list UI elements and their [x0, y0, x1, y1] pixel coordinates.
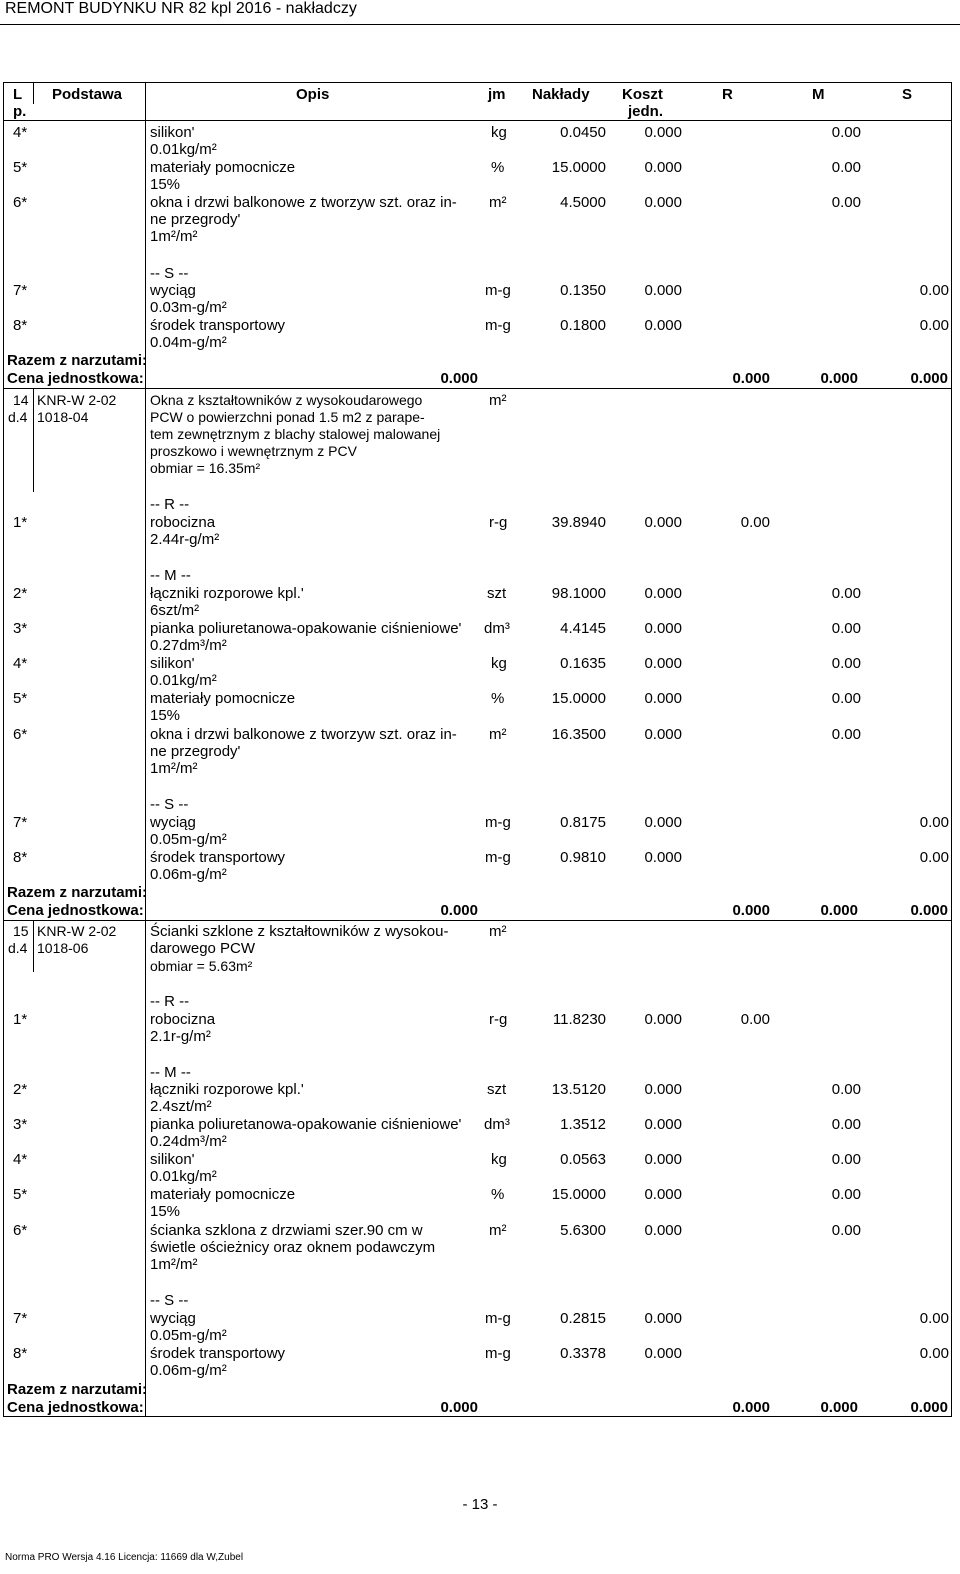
cell-text: r-g [489, 514, 508, 531]
cell-text: obmiar = 16.35m² [150, 460, 261, 476]
cell-text: 0.05m-g/m² [150, 1327, 227, 1344]
cell-text: 3* [13, 620, 28, 637]
cell-text: 0.000 [910, 370, 948, 387]
cell-text: 0.000 [644, 1345, 682, 1362]
cell-text: m² [489, 392, 507, 409]
col-line-lp [33, 82, 34, 104]
cell-text: 2.44r-g/m² [150, 531, 220, 548]
cell-text: 0.00 [831, 1222, 861, 1239]
cell-text: 1m²/m² [150, 760, 198, 777]
cell-text: 0.000 [732, 370, 770, 387]
cell-text: 11.8230 [552, 1011, 606, 1028]
cell-text: dm³ [484, 1116, 510, 1133]
cell-text: 15.0000 [551, 690, 606, 707]
cell-text: 0.00 [919, 1310, 949, 1327]
cell-text: 0.00 [831, 1116, 861, 1133]
cell-text: 0.000 [644, 1222, 682, 1239]
col-line-left2 [33, 920, 34, 972]
cell-text: 0.000 [820, 370, 858, 387]
cell-text: 0.1800 [560, 317, 606, 334]
cell-text: 5.6300 [560, 1222, 606, 1239]
cell-text: 0.000 [440, 1399, 478, 1416]
document-title: REMONT BUDYNKU NR 82 kpl 2016 - nakładczy [5, 0, 357, 17]
cell-text: 0.1635 [560, 655, 606, 672]
cell-text: 0.000 [644, 690, 682, 707]
cell-text: d.4 [8, 940, 28, 956]
cell-text: 0.00 [831, 124, 861, 141]
cell-text: 0.000 [644, 1116, 682, 1133]
cell-text: 0.01kg/m² [150, 141, 217, 158]
cell-text: 0.00 [831, 690, 861, 707]
cell-text: 7* [13, 282, 28, 299]
cell-text: m-g [485, 282, 511, 299]
cell-text: 4.5000 [560, 194, 606, 211]
cell-text: 0.000 [644, 282, 682, 299]
group-label-s: -- S -- [150, 796, 189, 813]
cell-text: 0.04m-g/m² [150, 334, 227, 351]
cell-text: szt [487, 1081, 507, 1098]
cell-text: 0.03m-g/m² [150, 299, 227, 316]
footer-license: Norma PRO Wersja 4.16 Licencja: 11669 dla W,Zubel [5, 1552, 244, 1563]
cell-text: 0.000 [644, 1151, 682, 1168]
cell-text: 0.000 [644, 620, 682, 637]
cell-text: 0.00 [831, 655, 861, 672]
cell-text: 16.3500 [551, 726, 606, 743]
cell-text: 1* [13, 514, 28, 531]
cell-text: 8* [13, 317, 28, 334]
cell-text: Cena jednostkowa: [7, 370, 144, 387]
cell-text: 7* [13, 1310, 28, 1327]
cell-text: materiały pomocnicze [150, 1186, 296, 1203]
cell-text: łączniki rozporowe kpl.' [150, 585, 304, 602]
cell-text: łączniki rozporowe kpl.' [150, 1081, 304, 1098]
cell-text: 4* [13, 124, 28, 141]
cell-text: 4* [13, 655, 28, 672]
cell-text: 0.2815 [560, 1310, 606, 1327]
col-opis-header: Opis [296, 86, 330, 103]
cell-text: m-g [485, 317, 511, 334]
cell-text: 2.4szt/m² [150, 1098, 212, 1115]
cell-text: 0.00 [831, 620, 861, 637]
cell-text: Ścianki szklone z kształtowników z wysokou- [150, 923, 449, 940]
cell-text: 0.000 [644, 194, 682, 211]
cell-text: 0.00 [919, 849, 949, 866]
cell-text: pianka poliuretanowa-opakowanie ciśnieniowe' [150, 620, 462, 637]
cell-text: okna i drzwi balkonowe z tworzyw szt. oraz in- [150, 726, 457, 743]
cell-text: 0.01kg/m² [150, 1168, 217, 1185]
cell-text: 0.00 [831, 1186, 861, 1203]
cell-text: 0.000 [644, 124, 682, 141]
cell-text: 15.0000 [551, 159, 606, 176]
cell-text: r-g [489, 1011, 508, 1028]
cell-text: 0.000 [644, 1186, 682, 1203]
col-r-header: R [722, 86, 733, 103]
cell-text: 0.00 [919, 1345, 949, 1362]
cell-text: 6* [13, 194, 28, 211]
cell-text: 0.3378 [560, 1345, 606, 1362]
section-line [3, 388, 952, 389]
cell-text: okna i drzwi balkonowe z tworzyw szt. oraz in- [150, 194, 457, 211]
group-label-m: -- M -- [150, 567, 191, 584]
page-number: - 13 - [462, 1496, 498, 1513]
cell-text: 1* [13, 1011, 28, 1028]
cell-text: 1018-06 [37, 940, 89, 956]
cell-text: 8* [13, 1345, 28, 1362]
cell-text: % [491, 159, 505, 176]
cell-text: KNR-W 2-02 [37, 923, 117, 939]
cell-text: 0.000 [644, 514, 682, 531]
cell-text: 0.00 [831, 1151, 861, 1168]
razem-label: Razem z narzutami: [7, 1381, 148, 1398]
cell-text: 5* [13, 690, 28, 707]
cell-text: 2.1r-g/m² [150, 1028, 211, 1045]
cell-text: 2* [13, 1081, 28, 1098]
cell-text: 0.000 [732, 1399, 770, 1416]
cell-text: m² [489, 1222, 507, 1239]
col-koszt-header-2: jedn. [628, 103, 664, 120]
cell-text: 5* [13, 159, 28, 176]
cell-text: 0.000 [440, 902, 478, 919]
cell-text: 0.24dm³/m² [150, 1133, 227, 1150]
cell-text: 4* [13, 1151, 28, 1168]
cell-text: 15% [150, 707, 181, 724]
cell-text: środek transportowy [150, 1345, 286, 1362]
cell-text: silikon' [150, 655, 195, 672]
cell-text: 0.8175 [560, 814, 606, 831]
cell-text: materiały pomocnicze [150, 159, 296, 176]
cell-text: m² [489, 726, 507, 743]
cell-text: 0.000 [644, 317, 682, 334]
cell-text: 0.05m-g/m² [150, 831, 227, 848]
cell-text: m² [489, 194, 507, 211]
cell-text: wyciąg [150, 1310, 196, 1327]
col-podstawa-header: Podstawa [52, 86, 123, 103]
cell-text: 1018-04 [37, 409, 89, 425]
col-s-header: S [902, 86, 913, 103]
cell-text: PCW o powierzchni ponad 1.5 m2 z parape- [150, 409, 425, 425]
cell-text: 15% [150, 1203, 181, 1220]
cell-text: 0.000 [644, 814, 682, 831]
cell-text: 13.5120 [551, 1081, 606, 1098]
col-line-podstawa [145, 82, 146, 1417]
razem-label: Razem z narzutami: [7, 352, 148, 369]
cell-text: materiały pomocnicze [150, 690, 296, 707]
cell-text: Cena jednostkowa: [7, 902, 144, 919]
cell-text: 14 [13, 392, 29, 408]
cell-text: robocizna [150, 514, 216, 531]
col-m-header: M [812, 86, 825, 103]
cell-text: wyciąg [150, 282, 196, 299]
cell-text: 3* [13, 1116, 28, 1133]
cell-text: 0.00 [919, 282, 949, 299]
cell-text: 0.000 [644, 1310, 682, 1327]
cell-text: ne przegrody' [150, 743, 241, 760]
col-koszt-header: Koszt [622, 86, 663, 103]
group-label-r: -- R -- [150, 496, 190, 513]
cell-text: ne przegrody' [150, 211, 241, 228]
cell-text: 0.9810 [560, 849, 606, 866]
cell-text: ścianka szklona z drzwiami szer.90 cm w [150, 1222, 423, 1239]
cell-text: 0.00 [831, 726, 861, 743]
cell-text: m-g [485, 1310, 511, 1327]
cell-text: 0.06m-g/m² [150, 866, 227, 883]
cell-text: 8* [13, 849, 28, 866]
cell-text: m-g [485, 1345, 511, 1362]
cell-text: 0.06m-g/m² [150, 1362, 227, 1379]
group-label-m: -- M -- [150, 1064, 191, 1081]
cell-text: 6* [13, 726, 28, 743]
cell-text: kg [491, 124, 507, 141]
cell-text: 0.00 [831, 159, 861, 176]
col-naklady-header: Nakłady [532, 86, 590, 103]
cell-text: 0.000 [644, 655, 682, 672]
cell-text: 15 [13, 923, 29, 939]
col-lp-header-2: p. [13, 103, 27, 120]
cell-text: 2* [13, 585, 28, 602]
cell-text: 15.0000 [551, 1186, 606, 1203]
cell-text: 0.1350 [560, 282, 606, 299]
cell-text: 0.0563 [560, 1151, 606, 1168]
cell-text: 0.000 [644, 726, 682, 743]
group-label-s: -- S -- [150, 265, 189, 282]
cell-text: % [491, 690, 505, 707]
cell-text: 0.000 [732, 902, 770, 919]
cell-text: robocizna [150, 1011, 216, 1028]
cell-text: 0.000 [644, 159, 682, 176]
group-label-s: -- S -- [150, 1292, 189, 1309]
cell-text: proszkowo i wewnętrznym z PCV [150, 443, 357, 459]
cell-text: 0.000 [820, 902, 858, 919]
cell-text: szt [487, 585, 507, 602]
cell-text: m² [489, 923, 507, 940]
cell-text: kg [491, 655, 507, 672]
cell-text: 0.000 [644, 585, 682, 602]
cell-text: 0.000 [644, 849, 682, 866]
cell-text: Okna z kształtowników z wysokoudarowego [150, 392, 423, 408]
cell-text: 6szt/m² [150, 602, 200, 619]
section-line [3, 920, 952, 921]
cell-text: 7* [13, 814, 28, 831]
cell-text: 15% [150, 176, 181, 193]
cell-text: silikon' [150, 1151, 195, 1168]
cell-text: m-g [485, 849, 511, 866]
group-label-r: -- R -- [150, 993, 190, 1010]
cell-text: 0.000 [910, 1399, 948, 1416]
cell-text: środek transportowy [150, 317, 286, 334]
cell-text: 1m²/m² [150, 228, 198, 245]
cell-text: 0.000 [440, 370, 478, 387]
cell-text: dm³ [484, 620, 510, 637]
cell-text: 0.00 [919, 317, 949, 334]
cell-text: 0.000 [820, 1399, 858, 1416]
cell-text: 5* [13, 1186, 28, 1203]
cell-text: środek transportowy [150, 849, 286, 866]
cell-text: 0.00 [831, 194, 861, 211]
cell-text: kg [491, 1151, 507, 1168]
cell-text: 0.000 [910, 902, 948, 919]
cell-text: 0.000 [644, 1081, 682, 1098]
cell-text: 0.27dm³/m² [150, 637, 227, 654]
col-line-left [33, 388, 34, 492]
cell-text: d.4 [8, 409, 28, 425]
cell-text: m-g [485, 814, 511, 831]
cell-text: wyciąg [150, 814, 196, 831]
cell-text: 0.00 [740, 514, 770, 531]
cell-text: tem zewnętrznym z blachy stalowej malowanej [150, 426, 441, 442]
cell-text: KNR-W 2-02 [37, 392, 117, 408]
razem-label: Razem z narzutami: [7, 884, 148, 901]
cell-text: obmiar = 5.63m² [150, 958, 253, 974]
cell-text: 0.00 [919, 814, 949, 831]
cell-text: Cena jednostkowa: [7, 1399, 144, 1416]
cell-text: 4.4145 [560, 620, 606, 637]
cell-text: 98.1000 [551, 585, 606, 602]
cell-text: świetle ościeżnicy oraz oknem podawczym [150, 1239, 436, 1256]
cell-text: 0.01kg/m² [150, 672, 217, 689]
cell-text: 39.8940 [551, 514, 606, 531]
col-jm-header: jm [488, 86, 506, 103]
cell-text: 0.00 [831, 1081, 861, 1098]
cell-text: darowego PCW [150, 940, 256, 957]
cell-text: silikon' [150, 124, 195, 141]
cell-text: pianka poliuretanowa-opakowanie ciśnieniowe' [150, 1116, 462, 1133]
header-bottom-line [3, 120, 952, 121]
cell-text: 0.00 [740, 1011, 770, 1028]
cell-text: 6* [13, 1222, 28, 1239]
cell-text: % [491, 1186, 505, 1203]
cell-text: 0.000 [644, 1011, 682, 1028]
cell-text: 1.3512 [560, 1116, 606, 1133]
header-rule [0, 24, 960, 25]
col-lp-header: L [13, 86, 23, 103]
cell-text: 1m²/m² [150, 1256, 198, 1273]
cell-text: 0.0450 [560, 124, 606, 141]
cell-text: 0.00 [831, 585, 861, 602]
